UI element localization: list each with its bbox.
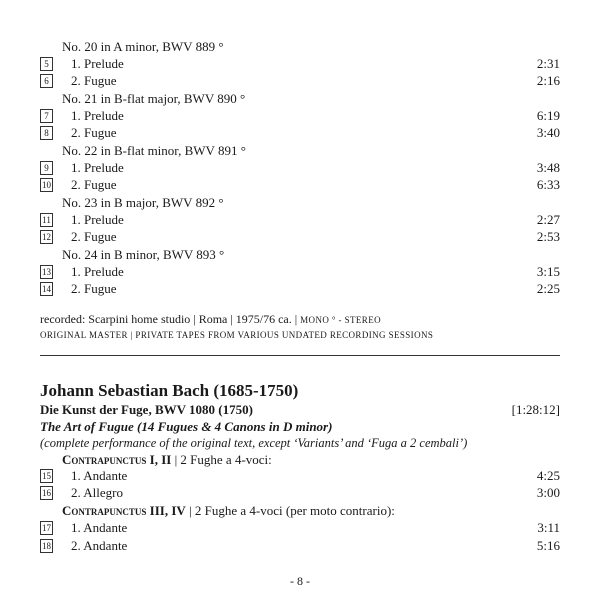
track-row <box>40 281 560 297</box>
recording-info <box>40 311 381 328</box>
work-header: No. 22 in B-flat minor, BWV 891 ° <box>62 143 246 158</box>
track-number: 13 <box>42 267 51 277</box>
track-title: 1. Prelude <box>71 160 124 175</box>
track-number: 10 <box>42 180 51 190</box>
track-title: 1. Prelude <box>71 108 124 123</box>
track-time: 3:00 <box>536 485 560 500</box>
track-time: 5:16 <box>536 538 560 553</box>
track-title: 2. Fugue <box>71 177 117 192</box>
track-row <box>40 177 560 193</box>
track-row <box>40 468 560 484</box>
track-title: 2. Andante <box>71 538 128 553</box>
track-number: 17 <box>42 523 51 533</box>
part-detail: | 2 Fughe a 4-voci: <box>174 452 272 467</box>
work-header: No. 24 in B minor, BWV 893 ° <box>62 247 225 262</box>
track-number: 18 <box>42 541 51 551</box>
track-row <box>40 229 560 245</box>
track-time: 2:16 <box>536 73 560 88</box>
track-title: 1. Andante <box>71 520 128 535</box>
track-title: 1. Andante <box>71 468 128 483</box>
track-row <box>40 56 560 72</box>
work-duration: [1:28:12] <box>511 402 560 417</box>
track-number: 8 <box>40 126 53 140</box>
track-row <box>40 264 560 280</box>
track-title: 2. Fugue <box>71 281 117 296</box>
work-header: No. 21 in B-flat major, BWV 890 ° <box>62 91 246 106</box>
part-detail: | 2 Fughe a 4-voci (per moto contrario): <box>189 503 395 518</box>
composer-heading: Johann Sebastian Bach (1685-1750) <box>40 381 299 400</box>
track-number: 16 <box>42 488 51 498</box>
track-title: 1. Prelude <box>71 264 124 279</box>
track-time: 3:48 <box>536 160 560 175</box>
track-row <box>40 108 560 124</box>
part-title: Contrapunctus I, II <box>62 452 172 467</box>
section-divider <box>40 355 560 356</box>
part-title: Contrapunctus III, IV <box>62 503 186 518</box>
track-title: 2. Fugue <box>71 229 117 244</box>
track-title: 2. Fugue <box>71 125 117 140</box>
track-time: 2:53 <box>536 229 560 244</box>
page-number: - 8 - <box>290 574 310 588</box>
track-number: 9 <box>40 161 53 175</box>
track-number: 14 <box>42 284 51 294</box>
track-time: 3:40 <box>536 125 560 140</box>
track-title: 2. Allegro <box>71 485 123 500</box>
work-header: No. 23 in B major, BWV 892 ° <box>62 195 224 210</box>
track-row <box>40 160 560 176</box>
track-number: 11 <box>40 213 53 227</box>
track-number: 7 <box>40 109 53 123</box>
track-time: 3:11 <box>537 520 560 535</box>
work-title <box>40 402 560 418</box>
track-row <box>40 73 560 89</box>
recording-format: MONO ° - STEREO <box>300 315 382 325</box>
performance-note: (complete performance of the original text, except ‘Variants’ and ‘Fuga a 2 cembali’) <box>40 436 468 450</box>
track-row <box>40 212 560 228</box>
recording-location: recorded: Scarpini home studio | Roma | 1975/76 ca. | <box>40 312 298 326</box>
part-heading <box>62 452 272 468</box>
track-time: 3:15 <box>536 264 560 279</box>
track-row <box>40 538 560 554</box>
track-time: 6:33 <box>536 177 560 192</box>
track-time: 2:25 <box>536 281 560 296</box>
work-title-text: Die Kunst der Fuge, BWV 1080 (1750) <box>40 402 253 417</box>
track-number: 12 <box>42 232 51 242</box>
track-time: 2:27 <box>536 212 560 227</box>
track-time: 6:19 <box>536 108 560 123</box>
track-number: 5 <box>40 57 53 71</box>
track-title: 1. Prelude <box>71 212 124 227</box>
track-number: 6 <box>40 74 53 88</box>
track-title: 1. Prelude <box>71 56 124 71</box>
work-header: No. 20 in A minor, BWV 889 ° <box>62 39 224 54</box>
track-row <box>40 485 560 501</box>
part-heading <box>62 503 395 519</box>
track-title: 2. Fugue <box>71 73 117 88</box>
track-row <box>40 125 560 141</box>
track-time: 2:31 <box>536 56 560 71</box>
track-time: 4:25 <box>536 468 560 483</box>
recording-source: ORIGINAL MASTER | PRIVATE TAPES FROM VARIOUS UNDATED RECORDING SESSIONS <box>40 330 434 340</box>
work-subtitle: The Art of Fugue (14 Fugues & 4 Canons in D minor) <box>40 419 333 434</box>
track-row <box>40 520 560 536</box>
track-number: 15 <box>42 471 51 481</box>
